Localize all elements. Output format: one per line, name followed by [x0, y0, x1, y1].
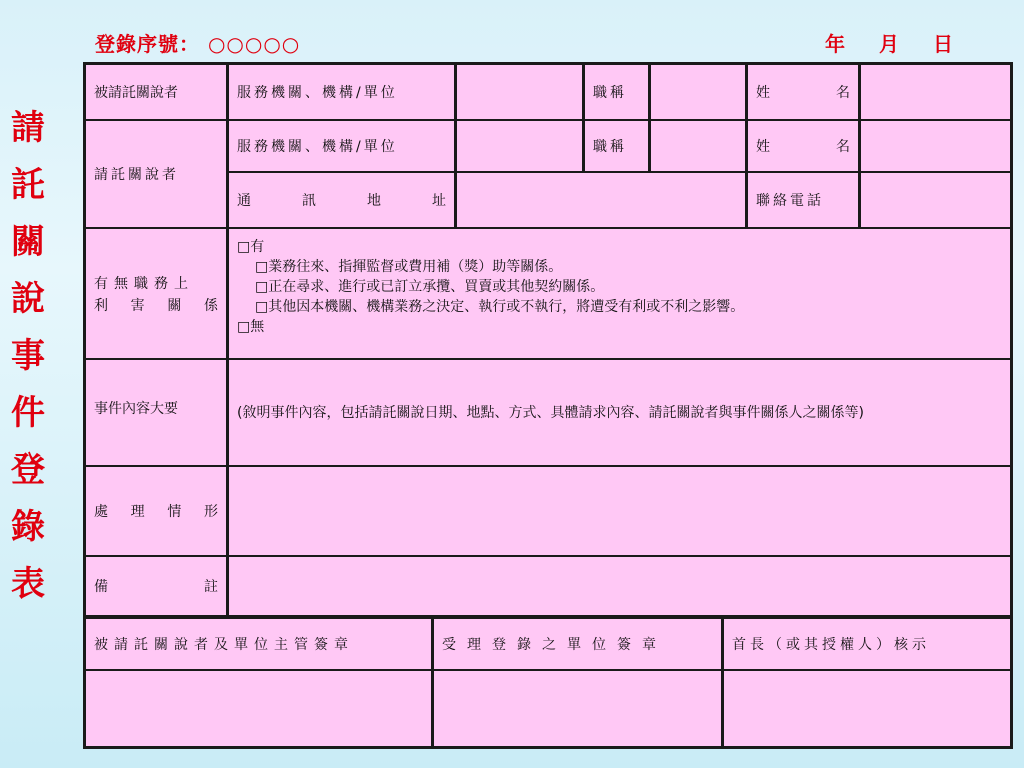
date-day: 日 [933, 32, 953, 56]
address-label: 通 訊 地 址 [228, 172, 456, 228]
title-char: 事 [11, 336, 45, 376]
signature-header-registration-unit: 受理登錄之單位簽章 [433, 616, 723, 670]
handling-field[interactable] [228, 466, 1011, 556]
requester-title-field[interactable] [650, 120, 747, 172]
title-char: 請 [11, 108, 45, 148]
handling-label: 處 理 情 形 [85, 466, 228, 556]
title-char: 關 [11, 222, 45, 262]
requested-title-label: 職稱 [584, 64, 650, 120]
requester-name-label: 姓 名 [747, 120, 860, 172]
serial-value: ○○○○○ [207, 32, 301, 56]
requested-name-label: 姓 名 [747, 64, 860, 120]
serial-label: 登錄序號： [95, 32, 200, 56]
registration-form [83, 62, 1013, 749]
date-line [825, 28, 953, 57]
option-business-checkbox[interactable]: □業務往來、指揮監督或費用補（獎）助等關係。 [255, 259, 563, 275]
interest-label-line2: 利 害 關 係 [94, 297, 218, 314]
interest-options [228, 228, 1011, 359]
title-char: 表 [11, 564, 45, 604]
requested-agency-label: 服務機關、機構/單位 [228, 64, 456, 120]
requester-agency-label: 服務機關、機構/單位 [228, 120, 456, 172]
remarks-field[interactable] [228, 556, 1011, 616]
signature-box-requested[interactable] [85, 670, 433, 747]
requested-person-label: 被請託關說者 [85, 64, 228, 120]
title-char: 說 [11, 279, 45, 319]
interest-label [85, 228, 228, 359]
date-month: 月 [879, 32, 899, 56]
requester-name-field[interactable] [860, 120, 1011, 172]
phone-label: 聯絡電話 [747, 172, 860, 228]
summary-field[interactable] [228, 359, 1011, 466]
signature-header-requested: 被請託關說者及單位主管簽章 [85, 616, 433, 670]
requester-title-label: 職稱 [584, 120, 650, 172]
title-char: 件 [11, 393, 45, 433]
option-contract-checkbox[interactable]: □正在尋求、進行或已訂立承攬、買賣或其他契約關係。 [255, 279, 605, 295]
requested-name-field[interactable] [860, 64, 1011, 120]
requester-label: 請託關說者 [85, 120, 228, 228]
title-char: 託 [11, 165, 45, 205]
signature-box-chief[interactable] [723, 670, 1011, 747]
requested-agency-field[interactable] [456, 64, 584, 120]
vertical-title [0, 100, 56, 613]
serial-number [95, 28, 300, 57]
option-yes-checkbox[interactable]: □有 [237, 239, 265, 255]
option-no-checkbox[interactable]: □無 [237, 319, 265, 335]
summary-label: 事件內容大要 [85, 359, 228, 466]
signature-header-chief: 首長（或其授權人）核示 [723, 616, 1011, 670]
option-other-checkbox[interactable]: □其他因本機關、機構業務之決定、執行或不執行，將遭受有利或不利之影響。 [255, 299, 745, 315]
address-field[interactable] [456, 172, 747, 228]
interest-label-line1: 有無職務上 [94, 275, 194, 292]
date-year: 年 [825, 32, 845, 56]
summary-hint: (敘明事件內容，包括請託關說日期、地點、方式、具體請求內容、請託關說者與事件關係人之關係等) [237, 405, 864, 421]
title-char: 登 [11, 450, 45, 490]
signature-box-registration-unit[interactable] [433, 670, 723, 747]
phone-field[interactable] [860, 172, 1011, 228]
requested-title-field[interactable] [650, 64, 747, 120]
requester-agency-field[interactable] [456, 120, 584, 172]
remarks-label: 備 註 [85, 556, 228, 616]
title-char: 錄 [11, 507, 45, 547]
